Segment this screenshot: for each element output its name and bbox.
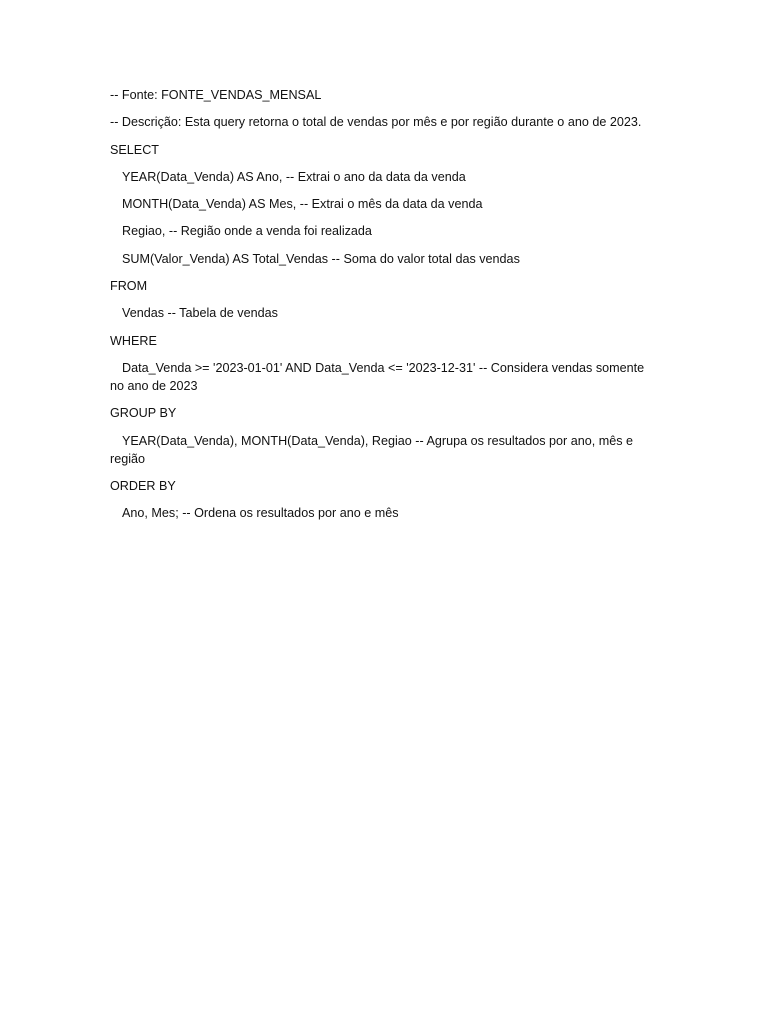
select-sum-line: SUM(Valor_Venda) AS Total_Vendas -- Soma do valor total das vendas [122, 251, 520, 266]
select-year-line: YEAR(Data_Venda) AS Ano, -- Extrai o ano da data da venda [122, 169, 466, 184]
group-by-fields-line: YEAR(Data_Venda), MONTH(Data_Venda), Regiao -- Agrupa os resultados por ano, mês e região [110, 433, 634, 466]
select-keyword-line: SELECT [110, 142, 159, 157]
comment-description-line: -- Descrição: Esta query retorna o total de vendas por mês e por região durante o ano de 2023. [110, 115, 642, 130]
where-keyword-line: WHERE [110, 333, 157, 348]
comment-source-line: -- Fonte: FONTE_VENDAS_MENSAL [110, 88, 322, 102]
from-table-line: Vendas -- Tabela de vendas [122, 306, 278, 321]
group-by-keyword-line: GROUP BY [110, 406, 177, 421]
order-by-fields-line: Ano, Mes; -- Ordena os resultados por ano e mês [122, 506, 399, 521]
from-keyword-line: FROM [110, 279, 148, 294]
select-month-line: MONTH(Data_Venda) AS Mes, -- Extrai o mês da data da venda [122, 197, 483, 212]
select-region-line: Regiao, -- Região onde a venda foi realizada [122, 224, 372, 239]
sql-query-text [110, 86, 658, 531]
order-by-keyword-line: ORDER BY [110, 478, 176, 493]
where-condition-line: Data_Venda >= '2023-01-01' AND Data_Venda <= '2023-12-31' -- Considera vendas somente no ano de 2023 [110, 360, 645, 393]
